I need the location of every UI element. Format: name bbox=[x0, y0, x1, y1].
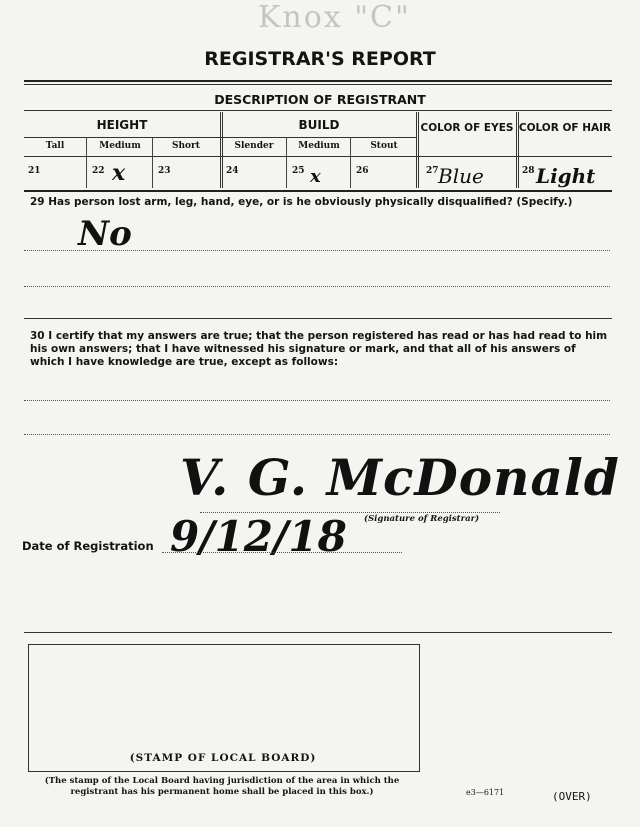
col-stout: Stout bbox=[370, 141, 398, 151]
column-divider bbox=[416, 112, 419, 188]
column-divider bbox=[86, 138, 87, 188]
col-slender: Slender bbox=[234, 141, 274, 151]
build-group-header: BUILD bbox=[298, 118, 340, 132]
answer-line bbox=[24, 400, 610, 401]
answer-line bbox=[24, 286, 610, 287]
table-bottom-border bbox=[24, 190, 612, 192]
row-divider bbox=[24, 156, 612, 157]
column-divider bbox=[152, 138, 153, 188]
divider bbox=[24, 632, 612, 633]
col-tall: Tall bbox=[45, 141, 65, 151]
hair-group-header: COLOR OF HAIR bbox=[518, 122, 612, 134]
cell-number: 23 bbox=[158, 166, 171, 176]
cell-number: 27 bbox=[426, 166, 439, 176]
cell-number: 25 bbox=[292, 166, 305, 176]
column-divider bbox=[286, 138, 287, 188]
hair-value: Light bbox=[536, 164, 596, 188]
answer-line bbox=[24, 434, 610, 435]
cell-number: 24 bbox=[226, 166, 239, 176]
signature-caption: (Signature of Registrar) bbox=[364, 514, 480, 524]
over-label: (OVER) bbox=[552, 790, 592, 803]
answer-line bbox=[24, 250, 610, 251]
stamp-box-label: (STAMP OF LOCAL BOARD) bbox=[129, 752, 317, 764]
eyes-value: Blue bbox=[438, 164, 484, 188]
column-divider bbox=[350, 138, 351, 188]
cell-number: 28 bbox=[522, 166, 535, 176]
date-label: Date of Registration bbox=[22, 539, 154, 553]
header-stamp: Knox "C" bbox=[258, 0, 411, 35]
col-short: Short bbox=[172, 141, 200, 151]
question-30: 30 I certify that my answers are true; that the person registered has read or has had read to him his own answers; that I have witnessed his signature or mark, and that all of his answers of which I have knowledge are true, except as follows: bbox=[30, 330, 608, 368]
registrar-signature: V. G. McDonald bbox=[180, 448, 620, 507]
cell-number: 21 bbox=[28, 166, 41, 176]
cell-number: 26 bbox=[356, 166, 369, 176]
section-subtitle: DESCRIPTION OF REGISTRANT bbox=[214, 92, 426, 107]
cell-number: 22 bbox=[92, 166, 105, 176]
question-29-answer: No bbox=[78, 214, 132, 254]
table-top-border bbox=[24, 110, 612, 111]
height-group-header: HEIGHT bbox=[96, 118, 148, 132]
divider bbox=[24, 84, 612, 85]
date-value: 9/12/18 bbox=[170, 512, 347, 561]
divider bbox=[24, 318, 612, 319]
col-build-medium: Medium bbox=[298, 141, 340, 151]
build-medium-mark: x bbox=[310, 166, 321, 187]
question-29: 29 Has person lost arm, leg, hand, eye, or is he obviously physically disqualified? (Specify.) bbox=[30, 196, 573, 208]
date-line bbox=[162, 552, 402, 553]
stamp-box-note: (The stamp of the Local Board having jurisdiction of the area in which the registrant has his permanent home shall be placed in this box.) bbox=[44, 776, 400, 797]
page-title: REGISTRAR'S REPORT bbox=[204, 48, 436, 70]
col-height-medium: Medium bbox=[99, 141, 141, 151]
form-number: e3—6171 bbox=[466, 788, 505, 797]
eyes-group-header: COLOR OF EYES bbox=[420, 122, 514, 134]
row-divider bbox=[24, 137, 416, 138]
divider bbox=[24, 80, 612, 82]
column-divider bbox=[516, 112, 519, 188]
height-medium-mark: x bbox=[112, 160, 126, 186]
